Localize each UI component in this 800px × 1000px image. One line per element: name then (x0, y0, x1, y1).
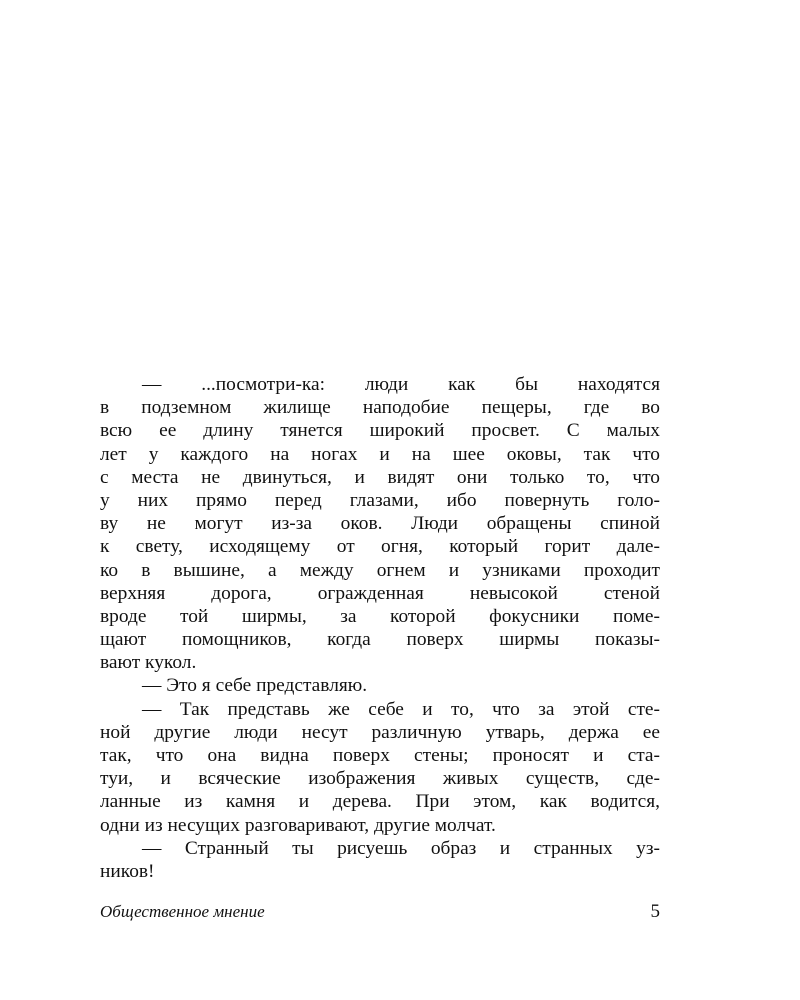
text-line: у них прямо перед глазами, ибо повернуть голо- (100, 489, 660, 511)
text-line: — Странный ты рисуешь образ и странных уз- (142, 837, 660, 859)
text-line: — Это я себе представляю. (142, 675, 368, 697)
text-line: — ...посмотри-ка: люди как бы находятся (142, 374, 660, 395)
text-line: к свету, исходящему от огня, который горит дале- (100, 536, 660, 558)
text-line: верхняя дорога, огражденная невысокой стеной (100, 582, 660, 604)
text-line: лет у каждого на ногах и на шее оковы, так что (100, 443, 660, 465)
text-line: вроде той ширмы, за которой фокусники поме- (100, 605, 660, 627)
page-number: 5 (650, 901, 660, 922)
text-line: ной другие люди несут различную утварь, держа ее (100, 721, 660, 743)
text-line: — Так представь же себе и то, что за этой сте- (142, 698, 660, 720)
text-line: ву не могут из-за оков. Люди обращены спиной (100, 513, 660, 535)
page-footer (100, 899, 660, 925)
text-line: с места не двинуться, и видят они только то, что (100, 466, 660, 488)
text-line: туи, и всяческие изображения живых существ, сде- (100, 768, 660, 790)
text-line: так, что она видна поверх стены; проносят и ста- (100, 745, 660, 766)
text-line: ланные из камня и дерева. При этом, как водится, (100, 791, 660, 813)
body-text (100, 373, 660, 883)
running-title: Общественное мнение (100, 902, 265, 921)
text-line: вают кукол. (100, 652, 197, 674)
text-line: щают помощников, когда поверх ширмы показы- (100, 629, 660, 651)
text-line: в подземном жилище наподобие пещеры, где во (100, 397, 660, 419)
text-line: ко в вышине, а между огнем и узниками проходит (100, 559, 660, 581)
text-line: ников! (100, 860, 155, 882)
text-line: всю ее длину тянется широкий просвет. С малых (100, 420, 660, 442)
text-line: одни из несущих разговаривают, другие молчат. (100, 814, 496, 836)
